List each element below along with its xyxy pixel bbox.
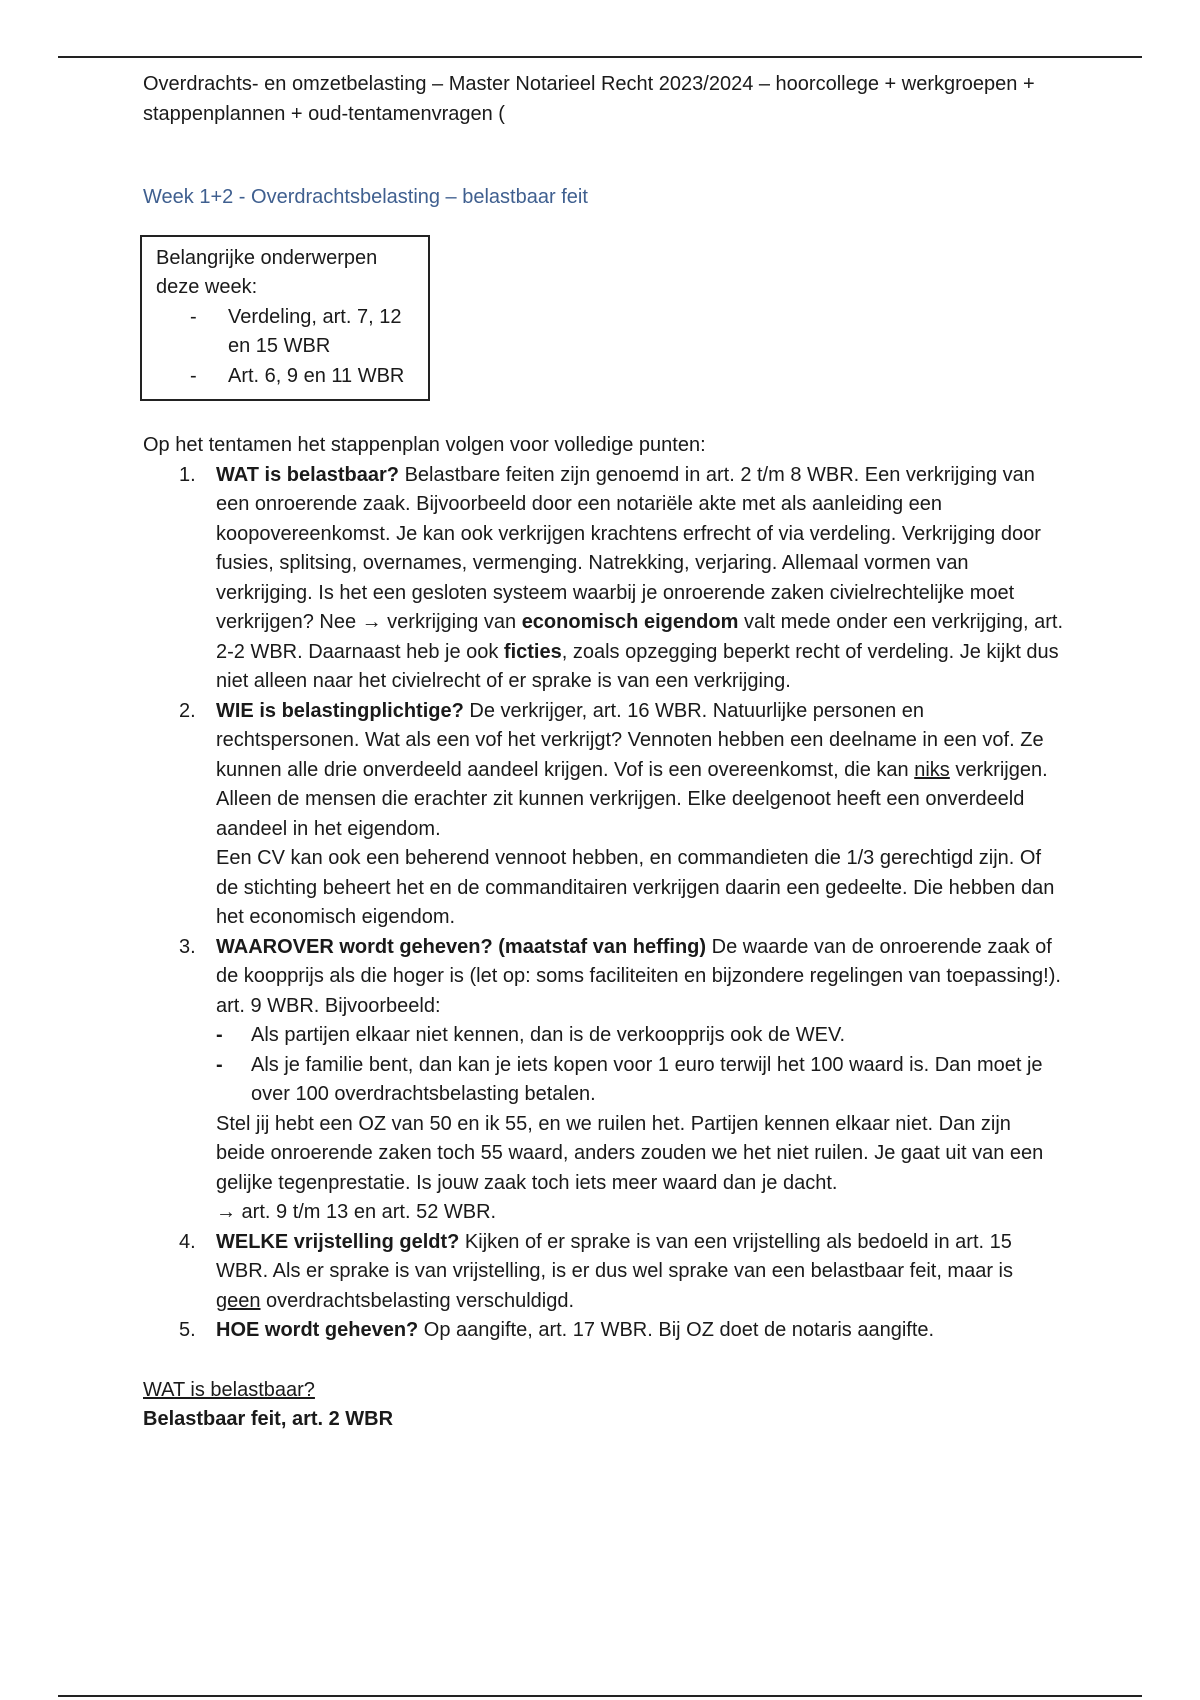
step-item: 1. WAT is belastbaar? Belastbare feiten zijn genoemd in art. 2 t/m 8 WBR. Een verkrijging van een onroerende zaak. Bijvoorbeeld door een notariële akte met als aanleiding een koopovereenkomst. Je kan ook verkrijgen krachtens erfrecht of via verdeling. Verkrijging door fusies, splitsing, overnames, vermenging. Natrekking, verjaring. Allemaal vormen van verkrijging. Is het een gesloten systeem waarbij je onroerende zaken civielrechtelijke moet verkrijgen? Nee → verkrijging van economisch eigendom valt mede onder een verkrijging, art. 2-2 WBR. Daarnaast heb je ook ficties, zoals opzegging beperkt recht of verdeling. Je kijkt dus niet alleen naar het civielrecht of er sprake is van een verkrijging.: [143, 461, 1063, 697]
document-title: Overdrachts- en omzetbelasting – Master Notarieel Recht 2023/2024 – hoorcollege + werkgroepen + stappenplannen + oud-tentamenvragen (: [143, 73, 1035, 125]
step-number: 2.: [179, 699, 196, 722]
topics-list: [156, 303, 416, 392]
steps-list: [143, 461, 1063, 1346]
bottom-rule: [58, 1695, 1142, 1697]
step-item: 4. WELKE vrijstelling geldt? Kijken of er sprake is van een vrijstelling als bedoeld in art. 15 WBR. Als er sprake is van vrijstelling, is er dus wel sprake van een belastbaar feit, maar is geen overdrachtsbelasting verschuldigd.: [143, 1228, 1063, 1317]
step-paragraph: → art. 9 t/m 13 en art. 52 WBR.: [216, 1201, 497, 1223]
step-paragraph: Een CV kan ook een beherend vennoot hebben, en commandieten die 1/3 gerechtigd zijn. Of de stichting beheert het en de commanditairen verkrijgen daarin een gedeelte. Die hebben dan het economisch eigendom.: [216, 847, 1055, 928]
step-item: 5. HOE wordt geheven? Op aangifte, art. 17 WBR. Bij OZ doet de notaris aangifte.: [143, 1316, 1063, 1346]
topic-item: - Verdeling, art. 7, 12 en 15 WBR: [190, 305, 402, 357]
week-heading: Week 1+2 - Overdrachtsbelasting – belastbaar feit: [143, 186, 588, 208]
example-list: [216, 1021, 1063, 1110]
step-number: 1.: [179, 463, 196, 486]
step-question: WIE is belastingplichtige?: [216, 699, 464, 722]
arrow-icon: →: [216, 1201, 236, 1223]
section-subheading: Belastbaar feit, art. 2 WBR: [143, 1408, 394, 1430]
topics-heading: Belangrijke onderwerpen deze week:: [156, 246, 378, 298]
step-question: WAT is belastbaar?: [216, 463, 400, 486]
top-rule: [58, 56, 1142, 58]
step-number: 4.: [179, 1230, 196, 1253]
document-page: [143, 70, 1063, 1435]
topics-box: [140, 235, 430, 402]
section-heading: WAT is belastbaar?: [143, 1378, 315, 1401]
arrow-icon: →: [361, 611, 382, 633]
step-paragraph: Stel jij hebt een OZ van 50 en ik 55, en we ruilen het. Partijen kennen elkaar niet. Dan zijn beide onroerende zaken toch 55 waard, anders zouden we het niet ruilen. Je gaat uit van een gelijke tegenprestatie. Is jouw zaak toch iets meer waard dan je dacht.: [216, 1112, 1044, 1194]
example-item: - Als partijen elkaar niet kennen, dan is de verkoopprijs ook de WEV.: [216, 1024, 846, 1046]
step-number: 3.: [179, 935, 196, 958]
step-item: 3. WAAROVER wordt geheven? (maatstaf van heffing) De waarde van de onroerende zaak of de koopprijs als die hoger is (let op: soms faciliteiten en bijzondere regelingen van toepassing!). art. 9 WBR. Bijvoorbeeld: - Als partijen elkaar niet kennen, dan is de verkoopprijs ook de WEV. - Als je familie bent, dan kan je iets kopen voor 1 euro terwijl het 100 waard is. Dan moet je over 100 overdrachtsbelasting betalen. Stel jij hebt een OZ van 50 en ik 55, en we ruilen het. Partijen kennen elkaar niet. Dan zijn beide onroerende zaken toch 55 waard, anders zouden we het niet ruilen. Je gaat uit van een gelijke tegenprestatie. Is jouw zaak toch iets meer waard dan je dacht. → art. 9 t/m 13 en art. 52 WBR.: [143, 933, 1063, 1228]
intro-text: Op het tentamen het stappenplan volgen voor volledige punten:: [143, 434, 706, 456]
step-item: 2. WIE is belastingplichtige? De verkrijger, art. 16 WBR. Natuurlijke personen en rechtspersonen. Wat als een vof het verkrijgt? Vennoten hebben een deelname in een vof. Ze kunnen alle drie onverdeeld aandeel krijgen. Vof is een overeenkomst, die kan niks verkrijgen. Alleen de mensen die erachter zit kunnen verkrijgen. Elke deelgenoot heeft een onverdeeld aandeel in het eigendom. Een CV kan ook een beherend vennoot hebben, en commandieten die 1/3 gerechtigd zijn. Of de stichting beheert het en de commanditairen verkrijgen daarin een gedeelte. Die hebben dan het economisch eigendom.: [143, 697, 1063, 933]
topic-item: - Art. 6, 9 en 11 WBR: [190, 364, 405, 387]
step-number: 5.: [179, 1319, 196, 1341]
step-question: WELKE vrijstelling geldt?: [216, 1230, 460, 1253]
step-question: WAAROVER wordt geheven? (maatstaf van heffing): [216, 935, 707, 958]
step-question: HOE wordt geheven?: [216, 1319, 419, 1341]
example-item: - Als je familie bent, dan kan je iets kopen voor 1 euro terwijl het 100 waard is. Dan moet je over 100 overdrachtsbelasting betalen.: [216, 1053, 1043, 1105]
